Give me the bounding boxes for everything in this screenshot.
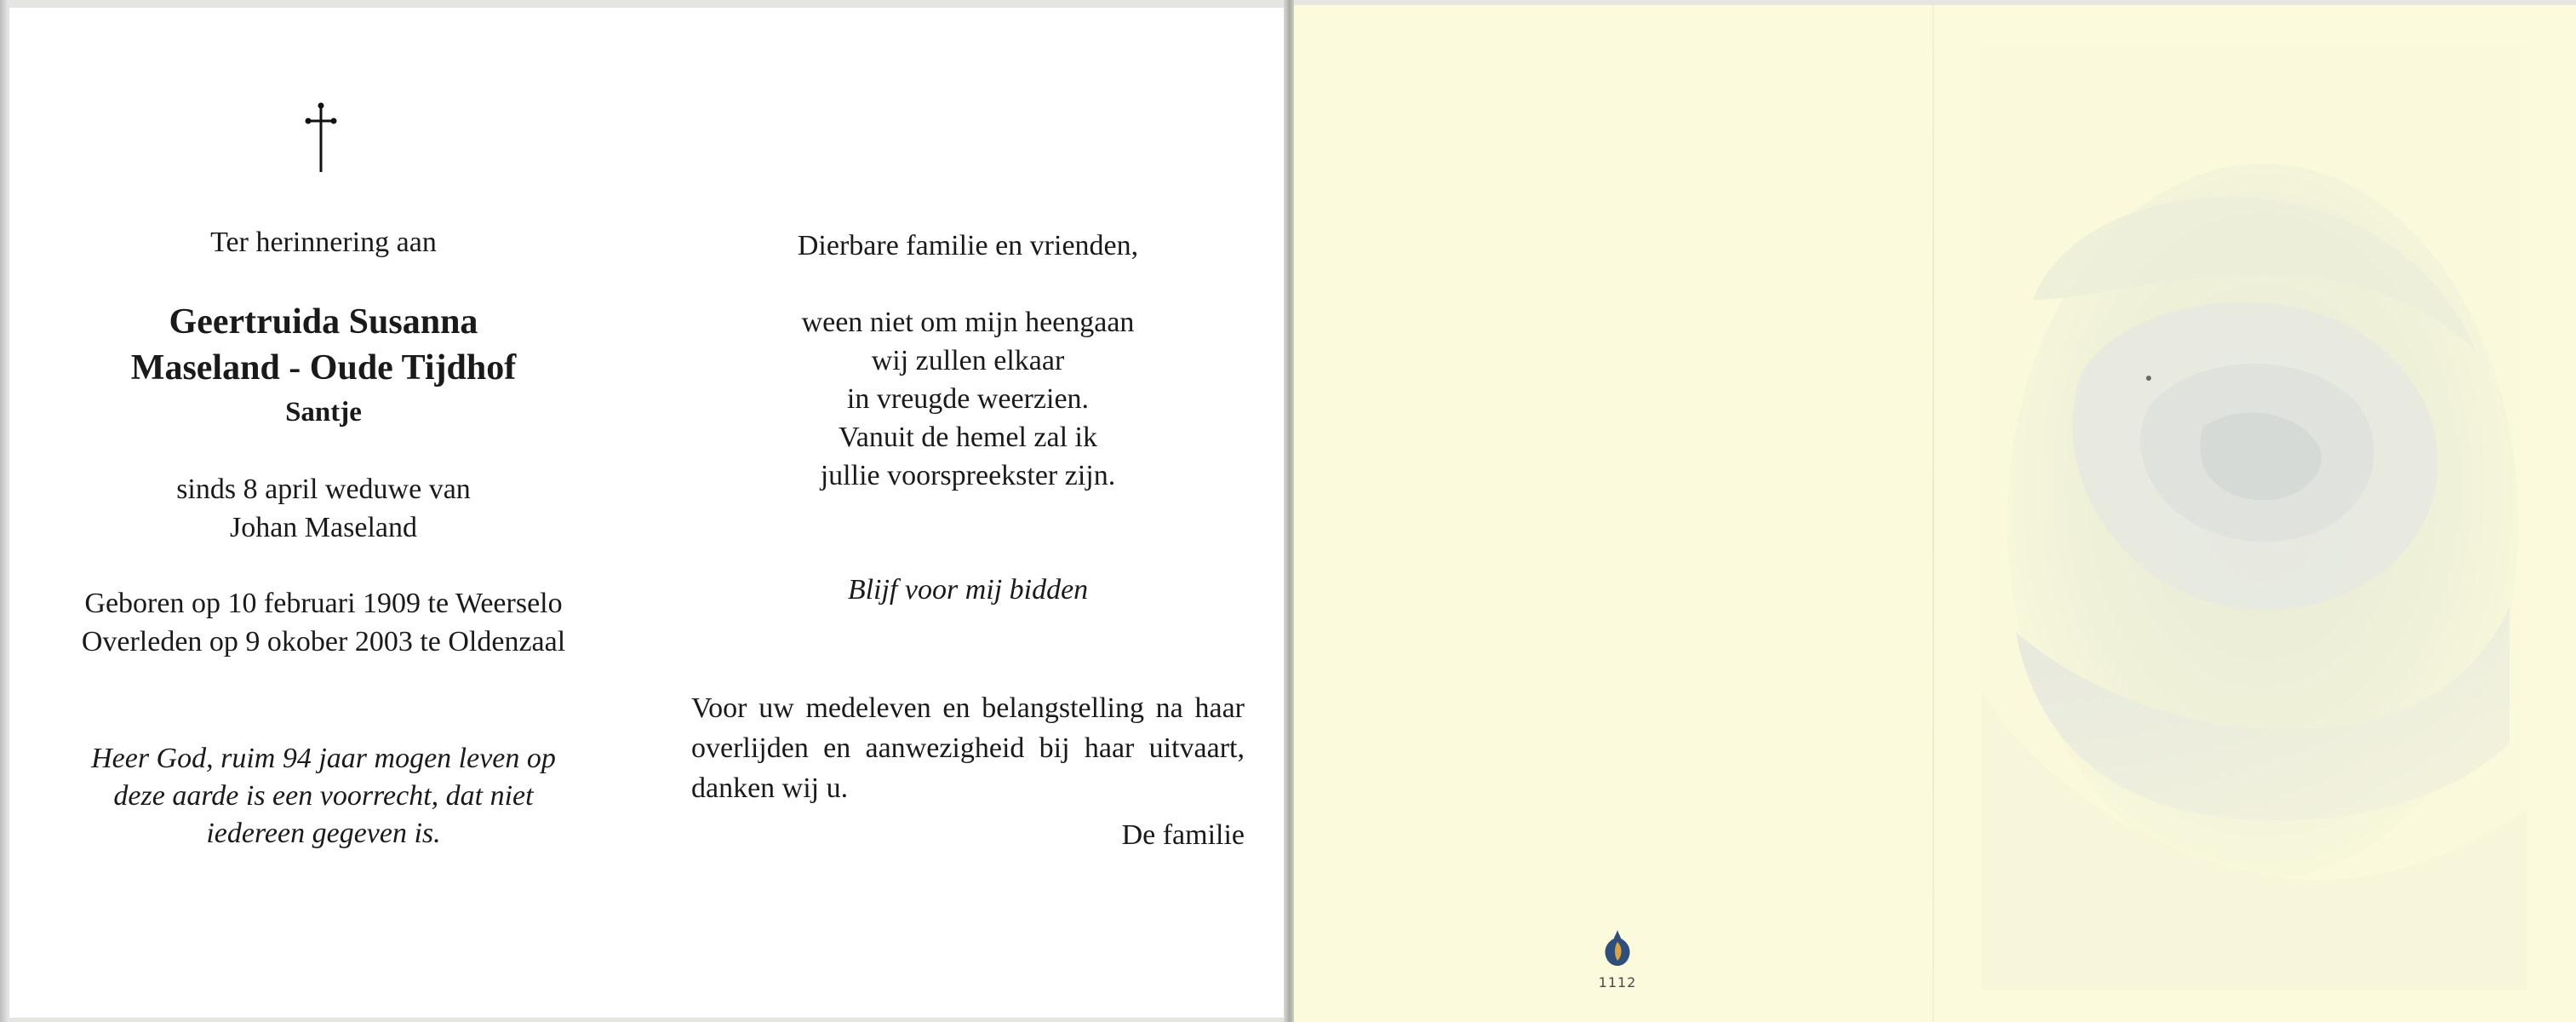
deceased-name-line2: Maseland - Oude Tijdhof (130, 348, 517, 388)
signature-text: De familie (1121, 819, 1245, 851)
death-line: Overleden op 9 okober 2003 te Oldenzaal (81, 626, 566, 657)
poem-line5: jullie voorspreekster zijn. (820, 460, 1116, 491)
poem-line2: wij zullen elkaar (871, 345, 1065, 376)
quote-line3: iedereen gegeven is. (206, 818, 441, 849)
intro-text: Ter herinnering aan (210, 227, 437, 258)
widow-line2: Johan Maseland (229, 512, 417, 543)
card-gap (1284, 0, 1294, 1022)
poem-line3: in vreugde weerzien. (846, 383, 1090, 415)
scan-edge (0, 0, 9, 1022)
fold-line (1932, 5, 1934, 1022)
cross-icon (304, 102, 338, 174)
publisher-logo-icon (1600, 928, 1634, 969)
thanks-paragraph: Voor uw medeleven en belangstelling na haar overlijden en aanwezigheid bij haar uitvaart, danken wij u. (691, 692, 1245, 804)
poem-line1: ween niet om mijn heengaan (801, 307, 1135, 338)
birth-line: Geboren op 10 februari 1909 te Weerselo (84, 588, 563, 619)
rose-illustration (1982, 44, 2527, 990)
prayer-text: Blijf voor mij bidden (847, 574, 1089, 606)
quote-line2: deze aarde is een voorrecht, dat niet (113, 780, 534, 812)
print-code: 1112 (1598, 974, 1637, 990)
greeting-text: Dierbare familie en vrienden, (797, 230, 1139, 261)
rose-photo (1982, 44, 2527, 990)
quote-line1: Heer God, ruim 94 jaar mogen leven op (91, 743, 556, 774)
deceased-nickname: Santje (285, 397, 362, 428)
widow-line1: sinds 8 april weduwe van (176, 474, 471, 505)
deceased-name-line1: Geertruida Susanna (169, 302, 478, 342)
poem-line4: Vanuit de hemel zal ik (838, 422, 1097, 453)
